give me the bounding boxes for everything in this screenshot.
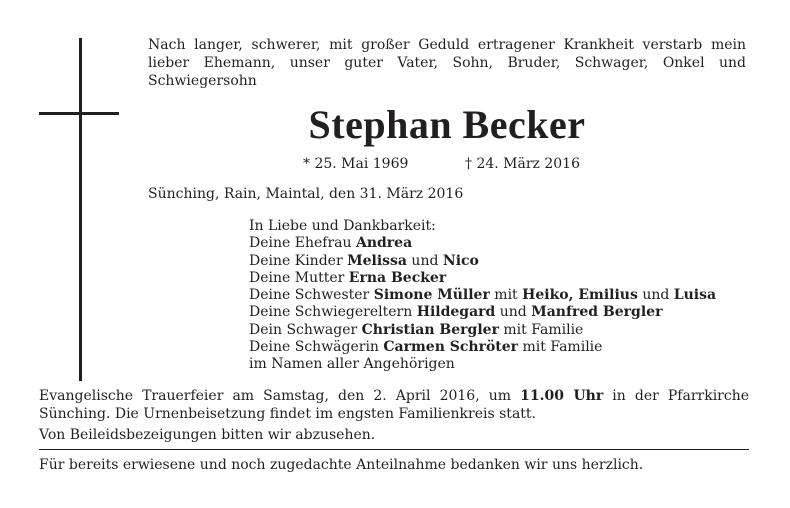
death-date: † 24. März 2016 [465,156,580,172]
mourners-heading: In Liebe und Dankbarkeit: [249,218,436,234]
mourners-list [249,218,716,374]
mourner-sister: Deine Schwester Simone Müller mit Heiko, Emilius und Luisa [249,287,717,304]
mourner-sister-in-law: Deine Schwägerin Carmen Schröter mit Familie [249,339,603,356]
divider-line [39,449,749,450]
condolence-note: Von Beileidsbezeigungen bitten wir abzusehen. [39,427,376,443]
funeral-service-info: Evangelische Trauerfeier am Samstag, den 2. April 2016, um 11.00 Uhr in der Pfarrkirche Sünching. Die Urnenbeisetzung findet im engsten Familienkreis statt. [39,388,750,422]
mourner-brother-in-law: Dein Schwager Christian Bergler mit Familie [249,321,584,338]
mourner-parents-in-law: Deine Schwiegereltern Hildegard und Manfred Bergler [249,304,663,321]
cross-horizontal-bar [39,112,119,115]
place-and-date: Sünching, Rain, Maintal, den 31. März 2016 [148,186,464,202]
mourner-wife: Deine Ehefrau Andrea [249,235,413,252]
intro-text: Nach langer, schwerer, mit großer Geduld ertragener Krankheit verstarb mein lieber Ehemann, unser guter Vater, Sohn, Bruder, Schwager, Onkel und Schwiegersohn [148,37,746,89]
mourner-children: Deine Kinder Melissa und Nico [249,252,479,269]
birth-date: * 25. Mai 1969 [303,156,409,172]
mourner-mother: Deine Mutter Erna Becker [249,269,447,286]
mourners-closing: im Namen aller Angehörigen [249,356,455,373]
cross-vertical-bar [79,38,82,381]
thanks-note: Für bereits erwiesene und noch zugedachte Anteilnahme bedanken wir uns herzlich. [39,457,644,473]
deceased-name: Stephan Becker [308,102,586,147]
